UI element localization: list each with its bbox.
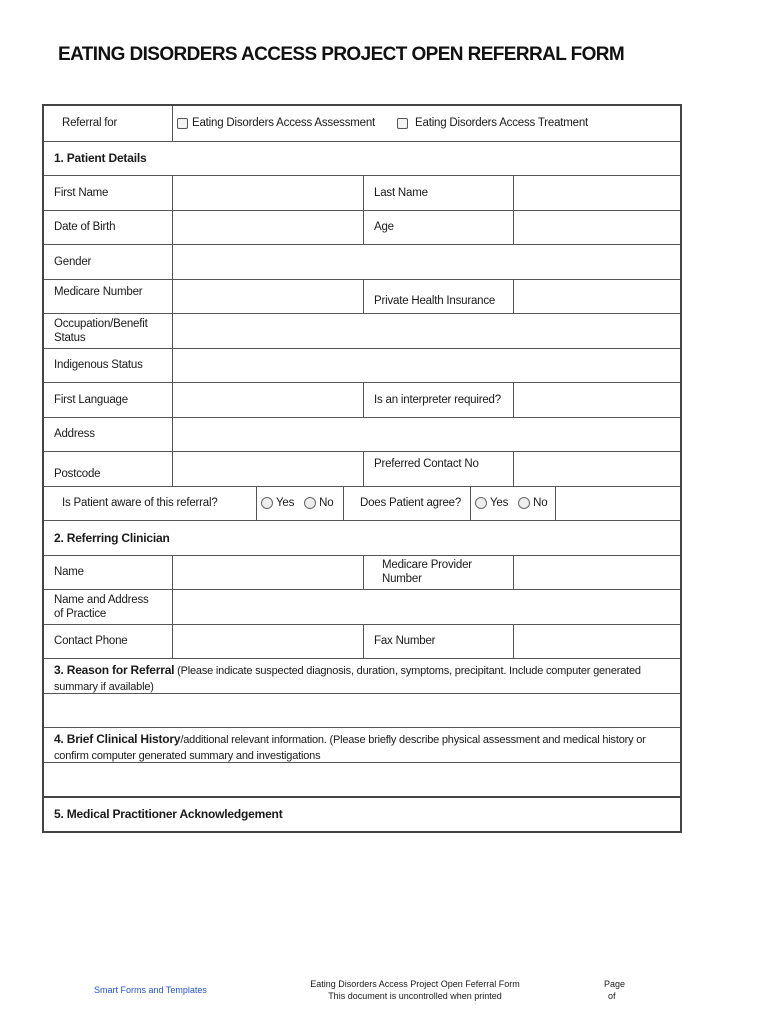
history-field[interactable] <box>44 763 680 797</box>
preferred-contact-label: Preferred Contact No <box>363 452 513 486</box>
history-row <box>44 762 680 797</box>
dob-label: Date of Birth <box>54 221 116 234</box>
occupation-field[interactable] <box>172 314 680 348</box>
private-insurance-field[interactable] <box>513 280 680 314</box>
referring-clinician-heading: 2. Referring Clinician <box>54 530 170 545</box>
practice-label: Name and Address of Practice <box>54 593 149 620</box>
private-insurance-label: Private Health Insurance <box>363 280 513 314</box>
acknowledgement-row <box>44 796 680 831</box>
dob-row <box>44 210 680 245</box>
indigenous-field[interactable] <box>172 349 680 383</box>
agree-label: Does Patient agree? <box>343 487 470 521</box>
acknowledgement-heading: 5. Medical Practitioner Acknowledgement <box>54 807 283 822</box>
clinician-heading-row <box>44 520 680 555</box>
postcode-row <box>44 451 680 486</box>
first-language-label: First Language <box>54 393 128 406</box>
first-language-field[interactable] <box>172 383 363 417</box>
postcode-field[interactable] <box>172 452 363 486</box>
age-label: Age <box>363 211 513 245</box>
preferred-contact-field[interactable] <box>513 452 680 486</box>
language-row <box>44 382 680 417</box>
footer-center <box>300 978 530 1002</box>
occupation-label: Occupation/Benefit Status <box>54 317 148 344</box>
treatment-label: Eating Disorders Access Treatment <box>415 117 589 130</box>
footer-page <box>604 978 625 1002</box>
postcode-label: Postcode <box>54 467 101 480</box>
medicare-row <box>44 279 680 314</box>
aware-no-label: No <box>319 497 334 510</box>
clinician-name-field[interactable] <box>172 556 363 590</box>
first-name-label: First Name <box>54 186 109 199</box>
fax-label: Fax Number <box>363 625 513 659</box>
address-field[interactable] <box>172 418 680 452</box>
assessment-checkbox[interactable] <box>177 118 188 129</box>
name-row <box>44 175 680 210</box>
interpreter-label: Is an interpreter required? <box>363 383 513 417</box>
address-label: Address <box>54 428 95 441</box>
provider-number-field[interactable] <box>513 556 680 590</box>
clinician-name-label: Name <box>54 566 84 579</box>
reason-field[interactable] <box>44 694 680 728</box>
aware-no-option[interactable] <box>304 497 333 509</box>
last-name-field[interactable] <box>513 176 680 210</box>
practice-field[interactable] <box>172 590 680 624</box>
phone-row <box>44 624 680 659</box>
last-name-label: Last Name <box>363 176 513 210</box>
aware-options <box>256 487 343 521</box>
history-heading <box>44 728 680 762</box>
first-name-field[interactable] <box>172 176 363 210</box>
agree-no-label: No <box>533 497 548 510</box>
footer-brand-link[interactable]: Smart Forms and Templates <box>94 985 207 995</box>
address-row <box>44 417 680 452</box>
age-field[interactable] <box>513 211 680 245</box>
footer-of-label: of <box>608 991 616 1001</box>
agree-yes-label: Yes <box>490 497 509 510</box>
provider-number-label: Medicare Provider Number <box>363 556 513 590</box>
agree-spacer <box>555 487 680 521</box>
treatment-checkbox[interactable] <box>397 118 408 129</box>
agree-yes-option[interactable] <box>475 497 508 509</box>
reason-title: 3. Reason for Referral <box>54 663 175 677</box>
aware-no-radio[interactable] <box>304 497 316 509</box>
assessment-option[interactable] <box>177 117 375 129</box>
dob-field[interactable] <box>172 211 363 245</box>
medicare-label: Medicare Number <box>54 285 143 298</box>
agree-yes-radio[interactable] <box>475 497 487 509</box>
practice-row <box>44 589 680 624</box>
aware-yes-option[interactable] <box>261 497 294 509</box>
history-instructions: /additional relevant information. (Please briefly describe physical assessment and medical history or confirm computer generated summary and investigations <box>54 734 646 762</box>
aware-yes-radio[interactable] <box>261 497 273 509</box>
reason-heading <box>44 659 680 693</box>
footer-uncontrolled-note: This document is uncontrolled when printed <box>328 991 502 1001</box>
referral-form <box>42 104 682 833</box>
page-title: EATING DISORDERS ACCESS PROJECT OPEN REFERRAL FORM <box>58 44 625 65</box>
agree-no-option[interactable] <box>518 497 547 509</box>
referral-for-label: Referral for <box>62 117 118 130</box>
agree-options <box>470 487 555 521</box>
patient-details-heading: 1. Patient Details <box>54 151 147 166</box>
indigenous-label: Indigenous Status <box>54 359 143 372</box>
treatment-option[interactable] <box>397 117 588 129</box>
clinician-name-row <box>44 555 680 590</box>
aware-yes-label: Yes <box>276 497 295 510</box>
agree-no-radio[interactable] <box>518 497 530 509</box>
assessment-label: Eating Disorders Access Assessment <box>192 117 376 130</box>
fax-field[interactable] <box>513 625 680 659</box>
footer-page-label: Page <box>604 979 626 989</box>
reason-row <box>44 693 680 728</box>
aware-label: Is Patient aware of this referral? <box>62 497 218 510</box>
history-heading-row <box>44 727 680 762</box>
gender-label: Gender <box>54 255 92 268</box>
patient-heading-row <box>44 141 680 176</box>
awareness-row <box>44 486 680 521</box>
reason-heading-row <box>44 658 680 693</box>
contact-phone-field[interactable] <box>172 625 363 659</box>
footer-form-name: Eating Disorders Access Project Open Feferral Form <box>310 979 520 989</box>
indigenous-row <box>44 348 680 383</box>
referral-row <box>44 106 680 141</box>
history-title: 4. Brief Clinical History <box>54 732 181 746</box>
referral-options <box>172 106 680 141</box>
reason-instructions: (Please indicate suspected diagnosis, duration, symptoms, precipitant. Include computer generated summary if available) <box>54 665 641 693</box>
gender-field[interactable] <box>172 245 680 279</box>
occupation-row <box>44 313 680 348</box>
medicare-field[interactable] <box>172 280 363 314</box>
gender-row <box>44 244 680 279</box>
interpreter-field[interactable] <box>513 383 680 417</box>
contact-phone-label: Contact Phone <box>54 635 128 648</box>
